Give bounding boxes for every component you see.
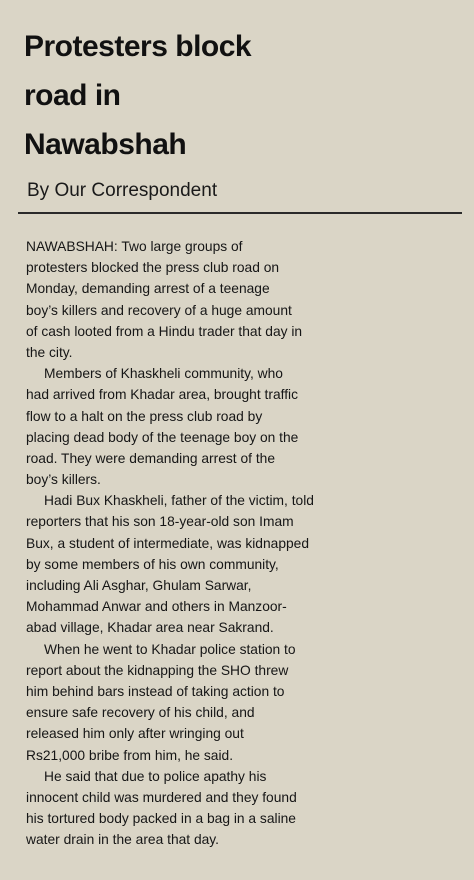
- article-line: protesters blocked the press club road on: [26, 260, 280, 276]
- article-line: released him only after wringing out: [26, 726, 244, 742]
- article-line: road. They were demanding arrest of the: [26, 450, 275, 466]
- article-line: Rs21,000 bribe from him, he said.: [26, 747, 234, 763]
- article-line: boy’s killers and recovery of a huge amount: [26, 302, 292, 318]
- article-line: had arrived from Khadar area, brought traffic: [26, 387, 298, 403]
- article-line: He said that due to police apathy his: [44, 768, 267, 784]
- article-line: flow to a halt on the press club road by: [26, 408, 263, 424]
- article-line: NAWABSHAH: Two large groups of: [26, 239, 243, 254]
- article-line: When he went to Khadar police station to: [44, 641, 296, 657]
- article-line: him behind bars instead of taking action to: [26, 683, 285, 699]
- article-line: Members of Khaskheli community, who: [44, 366, 283, 382]
- article-body: [26, 236, 466, 850]
- headline: [24, 22, 464, 169]
- article-line: of cash looted from a Hindu trader that day in: [26, 323, 303, 339]
- headline-line: Nawabshah: [24, 128, 187, 161]
- article-line: his tortured body packed in a bag in a saline: [26, 811, 296, 827]
- article-line: innocent child was murdered and they found: [26, 789, 297, 805]
- article-line: by some members of his own community,: [26, 556, 279, 572]
- byline: By Our Correspondent: [27, 180, 218, 201]
- article-line: reporters that his son 18-year-old son Imam: [26, 514, 294, 530]
- article-line: ensure safe recovery of his child, and: [26, 705, 255, 721]
- article-line: placing dead body of the teenage boy on the: [26, 429, 299, 445]
- article-line: the city.: [26, 344, 73, 360]
- article-line: boy’s killers.: [26, 472, 101, 488]
- article-line: abad village, Khadar area near Sakrand.: [26, 620, 274, 636]
- article-line: Monday, demanding arrest of a teenage: [26, 281, 270, 297]
- headline-line: road in: [24, 79, 121, 112]
- headline-line: Protesters block: [24, 30, 252, 63]
- article-line: including Ali Asghar, Ghulam Sarwar,: [26, 578, 252, 593]
- article-line: Mohammad Anwar and others in Manzoor-: [26, 599, 287, 615]
- article-line: Hadi Bux Khaskheli, father of the victim, told: [44, 493, 314, 509]
- article-line: report about the kidnapping the SHO threw: [26, 662, 289, 678]
- divider-rule: [18, 212, 462, 214]
- article-line: water drain in the area that day.: [26, 832, 220, 848]
- article-line: Bux, a student of intermediate, was kidnapped: [26, 535, 310, 551]
